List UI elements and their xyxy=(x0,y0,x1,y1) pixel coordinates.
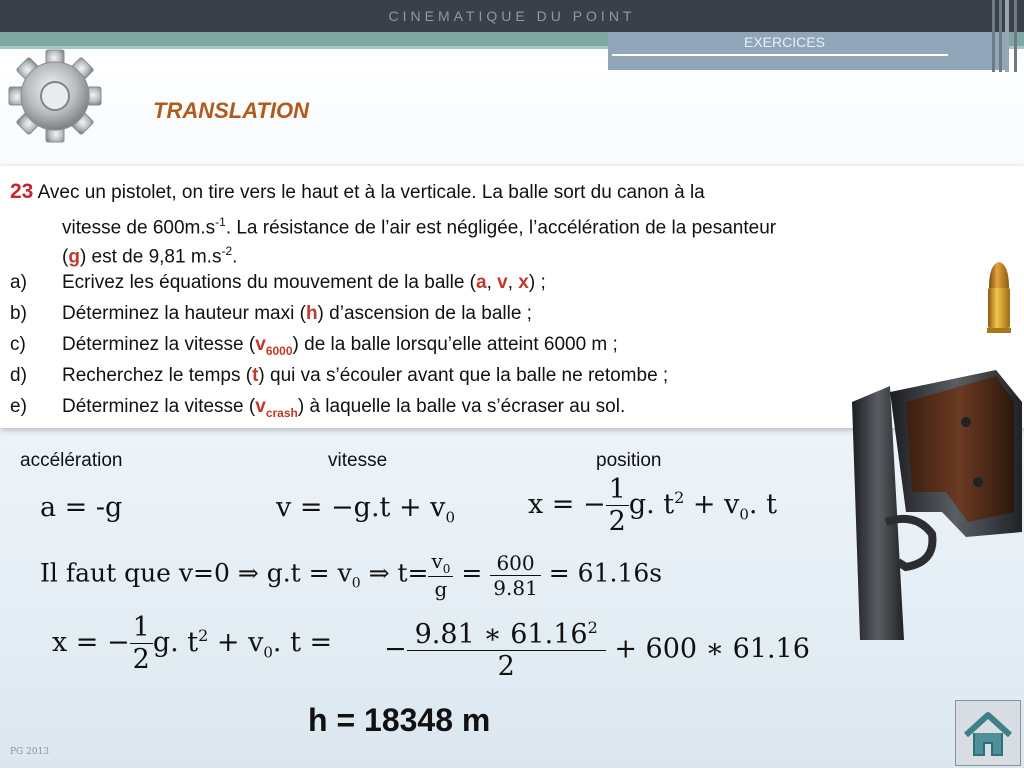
equation-acceleration: a = -g xyxy=(40,492,123,523)
equation-velocity: $v = -g.t + v_0$ xyxy=(276,492,455,527)
col-head-acceleration: accélération xyxy=(20,450,123,471)
equation-position: x = − $\frac{1}{2}$ g. $t^2 + v_0$. t xyxy=(528,474,777,537)
exercise-intro-line-3: (g) est de 9,81 $m.s^{-2}$. xyxy=(62,244,238,268)
exercices-tab-label: EXERCICES xyxy=(744,34,825,50)
exercise-intro-line-1: 23 Avec un pistolet, on tire vers le haut et à la verticale. La balle sort du canon à la xyxy=(10,180,705,203)
col-head-position: position xyxy=(596,450,662,471)
pistol-image xyxy=(846,362,1024,640)
footer-credit: PG 2013 xyxy=(10,747,50,757)
question-item-a: a) Ecrivez les équations du mouvement de la balle (a, v, x) ; xyxy=(10,272,546,293)
equation-time-condition: Il faut que v=0 ⇒ $g.t = v_0$ ⇒ t= $\frac{v_0}{g}$ = $\frac{600}{9.81}$ = 61.16s xyxy=(40,549,663,601)
top-banner xyxy=(0,0,1024,32)
home-icon xyxy=(956,701,1020,765)
gear-icon xyxy=(0,46,120,146)
exercise-number: 23 xyxy=(10,180,34,203)
equation-height-numeric: − $\frac{9.81 ∗ 61.16^2}{2}$ + 600 ∗ 61.16 xyxy=(384,618,810,682)
exercise-intro-line-2: vitesse de $600m.s^{-1}$. La résistance de l’air est négligée, l’accélération de la pesanteur xyxy=(62,215,777,239)
col-head-vitesse: vitesse xyxy=(328,450,388,471)
question-item-e: e) Déterminez la vitesse $(v_{crash})$ à laquelle la balle va s’écraser au sol. xyxy=(10,396,626,420)
question-item-d: d) Recherchez le temps (t) qui va s’écouler avant que la balle ne retombe ; xyxy=(10,365,669,386)
final-result: h = 18348 m xyxy=(308,702,491,738)
question-item-c: c) Déterminez la vitesse $(v_{6000})$ de la balle lorsqu’elle atteint 6000 m ; xyxy=(10,334,618,358)
bullet-image xyxy=(978,258,1020,336)
decorative-rules xyxy=(990,0,1024,72)
exercices-tab[interactable] xyxy=(608,32,1008,70)
home-button[interactable] xyxy=(955,700,1021,766)
chapter-title: CINEMATIQUE DU POINT xyxy=(388,8,636,24)
equation-height: x = − $\frac{1}{2}$ g. $t^2 + v_0$. t = xyxy=(52,612,333,675)
tab-underline xyxy=(612,54,948,56)
section-title: TRANSLATION xyxy=(153,98,310,123)
question-item-b: b) Déterminez la hauteur maxi (h) d’ascension de la balle ; xyxy=(10,303,532,324)
